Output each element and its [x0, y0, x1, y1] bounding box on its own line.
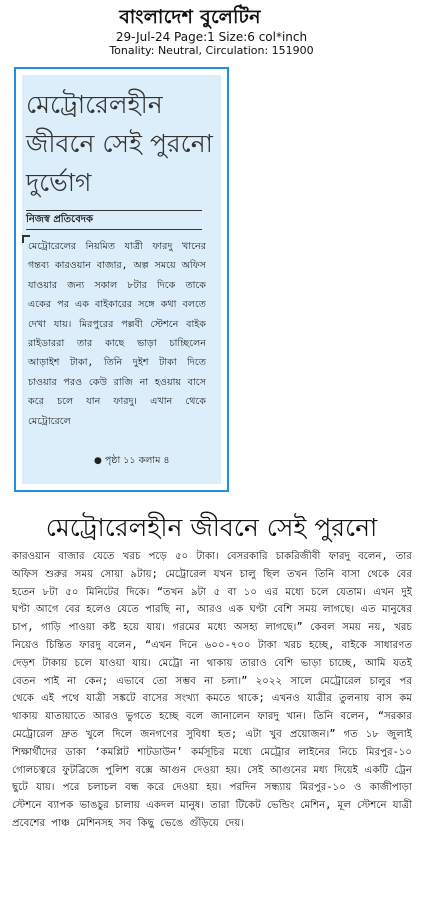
front-headline: মেট্রোরেলহীন জীবনে সেই পুরনো দুর্ভোগ	[26, 90, 213, 197]
continuation-headline: মেট্রোরেলহীন জীবনে সেই পুরনো	[45, 513, 378, 542]
jump-line	[94, 454, 214, 468]
byline-rule-bottom	[26, 229, 202, 230]
continuation-body: কারওয়ান বাজার যেতে খরচ পড়ে ৫০ টাকা। বেসরকারি চাকরিজীবী ফারদু বলেন, তার অফিস শুরুর সময় সোয়া ৯টায়; মেট্রোরেল যখন চালু ছিল তখন তিনি বাসা থেকে বের হতেন ৮টা ৫০ মিনিটের দিকে। “তখন ৯টা ৫ বা ১০ এর মধ্যে চলে যেতাম। এখন দুই ঘণ্টা আগে বের হলেও যেতে পারছি না, আরও এক ঘণ্টা বেশি সময় লাগছে। এত মানুষের চাপ, গাড়ি পাওয়া কষ্ট হয়ে যায়। গরমের মধ্যে অসহ্য লাগছে।” কেবল সময় নয়, খরচ নিয়েও চিন্তিত ফারদু বলেন, “এখন দিনে ৬০০-৭০০ টাকা খরচ হচ্ছে, বাইকে সাধারণত দেড়শ টাকায় চলে যাওয়া যায়। মেট্রো না থাকায় তারাও বেশি ভাড়া চাচ্ছে, আমি যতই বেতন পাই না কেন; এভাবে তো সম্ভব না চলা।” ২০২২ সালে মেট্রোরেল চালুর পর থেকে এই পথে যাত্রী সঙ্কটে বাসের সংখ্যা কমতে থাকে; এখনও যাত্রীর তুলনায় বাস কম থাকায় যাতায়াতে আরও ভুগতে হচ্ছে বলে জানালেন ফারদু খান। তিনি বলেন, “সরকার মেট্রোরেল দ্রুত খুলে দিলে জনগণের সুবিধা হত; এটা খুব প্রয়োজন।” গত ১৮ জুলাই শিক্ষার্থীদের ডাকা ‘কমপ্লিট শাটডাউন’ কর্মসূচির মধ্যে মেট্রোর লাইনের নিচে মিরপুর-১০ গোলচত্বরে ফুটব্রিজে পুলিশ বক্সে আগুন দেওয়া হয়। সেই আগুনের মধ্য দিয়েই একটি ট্রেন ছুটে যায়। পরে চলাচল বন্ধ করে দেওয়া হয়। পরদিন সন্ধ্যায় মিরপুর-১০ ও কাজীপাড়া স্টেশনে ব্যাপক ভাঙচুর চালায় একদল মানুষ। তারা টিকেট ভেন্ডিং মেশিন, মূল স্টেশনে যাত্রী প্রবেশের পাঞ্চ মেশিনসহ সব কিছু ভেঙে গুঁড়িয়ে দেয়।	[12, 551, 412, 829]
pointer-icon: ●	[94, 456, 102, 466]
front-article-body: মেট্রোরেলের নিয়মিত যাত্রী ফারদু খানের গন্তব্য কারওয়ান বাজার, অল্প সময়ে অফিস যাওয়ার জন্য সকাল ৮টার দিকে তাকে একের পর এক বাইকারের সঙ্গে কথা বলতে দেখা যায়। মিরপুরের পল্লবী স্টেশনে বাইক রাইডাররা তার কাছে ভাড়া চাচ্ছিলেন আড়াইশ টাকা, তিনি দুইশ টাকা দিতে চাওয়ার পরও কেউ রাজি না হওয়ায় বাসে করে চলে যান ফারদু। এখান থেকে মেট্রোরেলে	[28, 241, 206, 427]
clipping-meta: 29-Jul-24 Page:1 Size:6 col*inch	[115, 30, 308, 44]
front-page-clip	[14, 67, 229, 492]
byline: নিজস্ব প্রতিবেদক	[26, 214, 94, 225]
byline-rule-top	[26, 210, 202, 211]
publication-name: বাংলাদেশ বুলেটিন	[119, 6, 261, 28]
jump-text: পৃষ্ঠা ১১ কলাম ৪	[104, 455, 170, 466]
tonality-circulation: Tonality: Neutral, Circulation: 151900	[109, 44, 314, 57]
